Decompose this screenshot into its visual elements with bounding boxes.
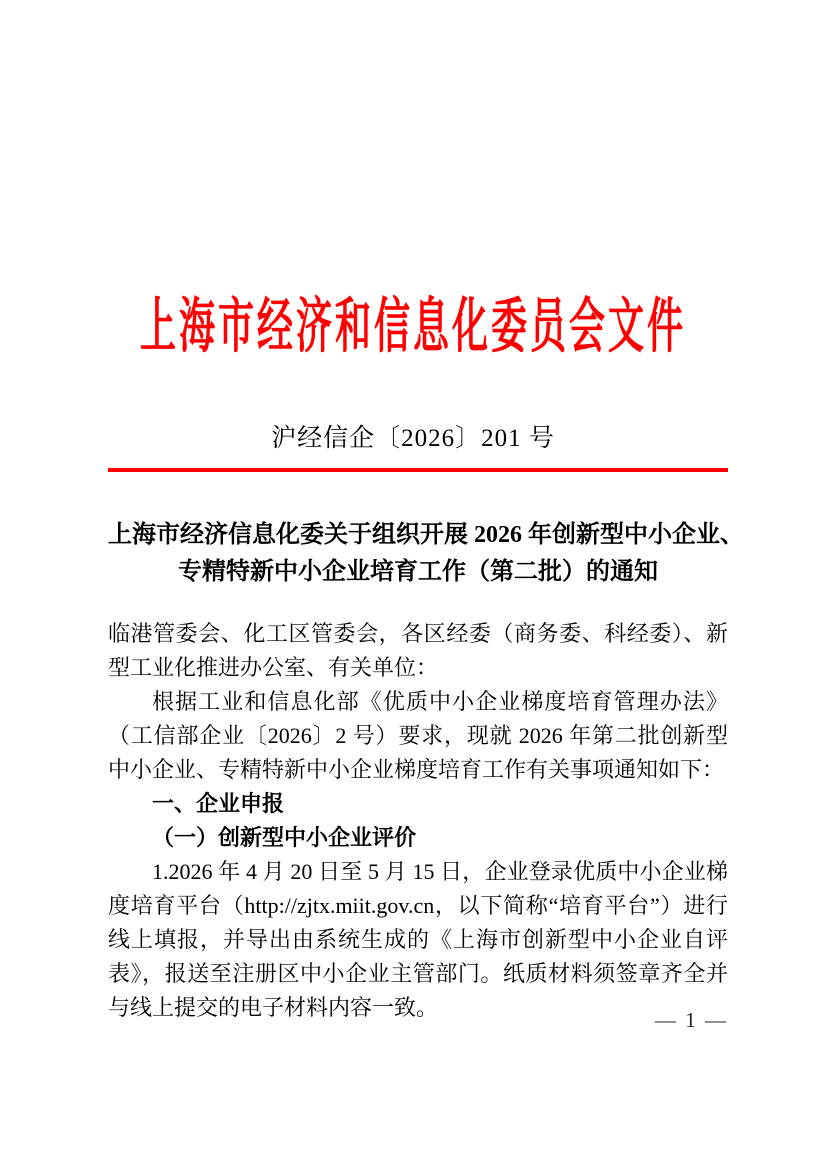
doc-title-line-1: 上海市经济信息化委关于组织开展 2026 年创新型中小企业、 [108, 522, 744, 548]
red-divider-line [108, 468, 728, 472]
paragraph-application-process: 1.2026 年 4 月 20 日至 5 月 15 日，企业登录优质中小企业梯度培育平台（http://zjtx.miit.gov.cn，以下简称“培育平台”）进行线上填报，并导出由系统生成的《上海市创新型中小企业自评表》，报送至注册区中小企业主管部门。纸质材料须签章齐全并与线上提交的电子材料内容一致。 [108, 859, 728, 1020]
intro-paragraph: 根据工业和信息化部《优质中小企业梯度培育管理办法》（工信部企业〔2026〕2 号）要求，现就 2026 年第二批创新型中小企业、专精特新中小企业梯度培育工作有关事项通知如下： [108, 689, 728, 782]
red-header-org-title: 上海市经济和信息化委员会文件 [139, 293, 686, 360]
doc-title [108, 517, 744, 591]
doc-number: 沪经信企〔2026〕201 号 [271, 425, 555, 452]
page-number: — 1 — [655, 1008, 728, 1032]
subsection-heading-innovative-sme-evaluation: （一）创新型中小企业评价 [152, 825, 417, 850]
section-heading-enterprise-application: 一、企业申报 [152, 791, 285, 816]
salutation-line: 临港管委会、化工区管委会，各区经委（商务委、科经委）、新型工业化推进办公室、有关单位： [108, 621, 728, 680]
doc-title-line-2: 专精特新中小企业培育工作（第二批）的通知 [178, 559, 658, 585]
document-body [108, 617, 728, 1025]
